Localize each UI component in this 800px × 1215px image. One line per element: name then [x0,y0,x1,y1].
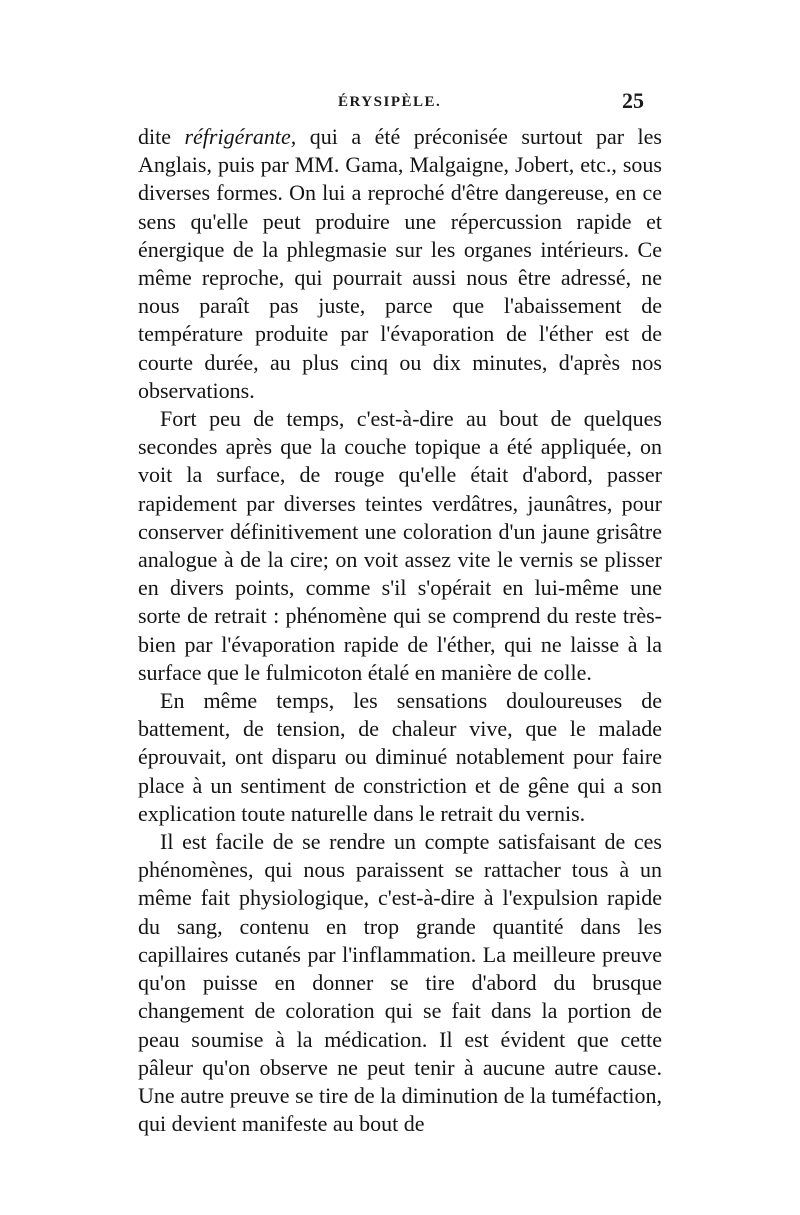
paragraph-1-rest: qui a été préconisée surtout par les Anglais, puis par MM. Gama, Malgaigne, Jobert, etc., sous diverses formes. On lui a reproché d'être dangereuse, en ce sens qu'elle peut produire une répercussion rapide et énergique de la phlegmasie sur les organes intérieurs. Ce même reproche, qui pourrait aussi nous être adressé, ne nous paraît pas juste, parce que l'abaissement de température produite par l'évaporation de l'éther est de courte durée, au plus cinq ou dix minutes, d'après nos observations. [138,124,662,403]
paragraph-1-emphasis: réfrigérante, [184,124,297,149]
paragraph-1-lead: dite [138,124,185,149]
paragraph-3: En même temps, les sensations douloureuses de battement, de tension, de chaleur vive, que le malade éprouvait, ont disparu ou diminué notablement pour faire place à un sentiment de constriction et de gêne qui a son explication toute naturelle dans le retrait du vernis. [138,688,662,826]
body-text [138,123,662,1138]
page-number: 25 [622,88,644,113]
paragraph-4: Il est facile de se rendre un compte satisfaisant de ces phénomènes, qui nous paraissent se rattacher tous à un même fait physiologique, c'est-à-dire à l'expulsion rapide du sang, contenu en trop grande quantité dans les capillaires cutanés par l'inflammation. La meilleure preuve qu'on puisse en donner se tire d'abord du brusque changement de coloration qui se fait dans la portion de peau soumise à la médication. Il est évident que cette pâleur qu'on observe ne peut tenir à aucune autre cause. Une autre preuve se tire de la diminution de la tuméfaction, qui devient manifeste au bout de [138,829,662,1137]
paragraph-1 [138,123,662,405]
running-title: ÉRYSIPÈLE. [338,94,442,110]
paragraph-2: Fort peu de temps, c'est-à-dire au bout de quelques secondes après que la couche topique a été appliquée, on voit la surface, de rouge qu'elle était d'abord, passer rapidement par diverses teintes verdâtres, jaunâtres, pour conserver définitivement une coloration d'un jaune grisâtre analogue à de la cire; on voit assez vite le vernis se plisser en divers points, comme s'il s'opérait en lui-même une sorte de retrait : phénomène qui se comprend du reste très-bien par l'évaporation rapide de l'éther, qui ne laisse à la surface que le fulmicoton étalé en manière de colle. [138,406,662,685]
